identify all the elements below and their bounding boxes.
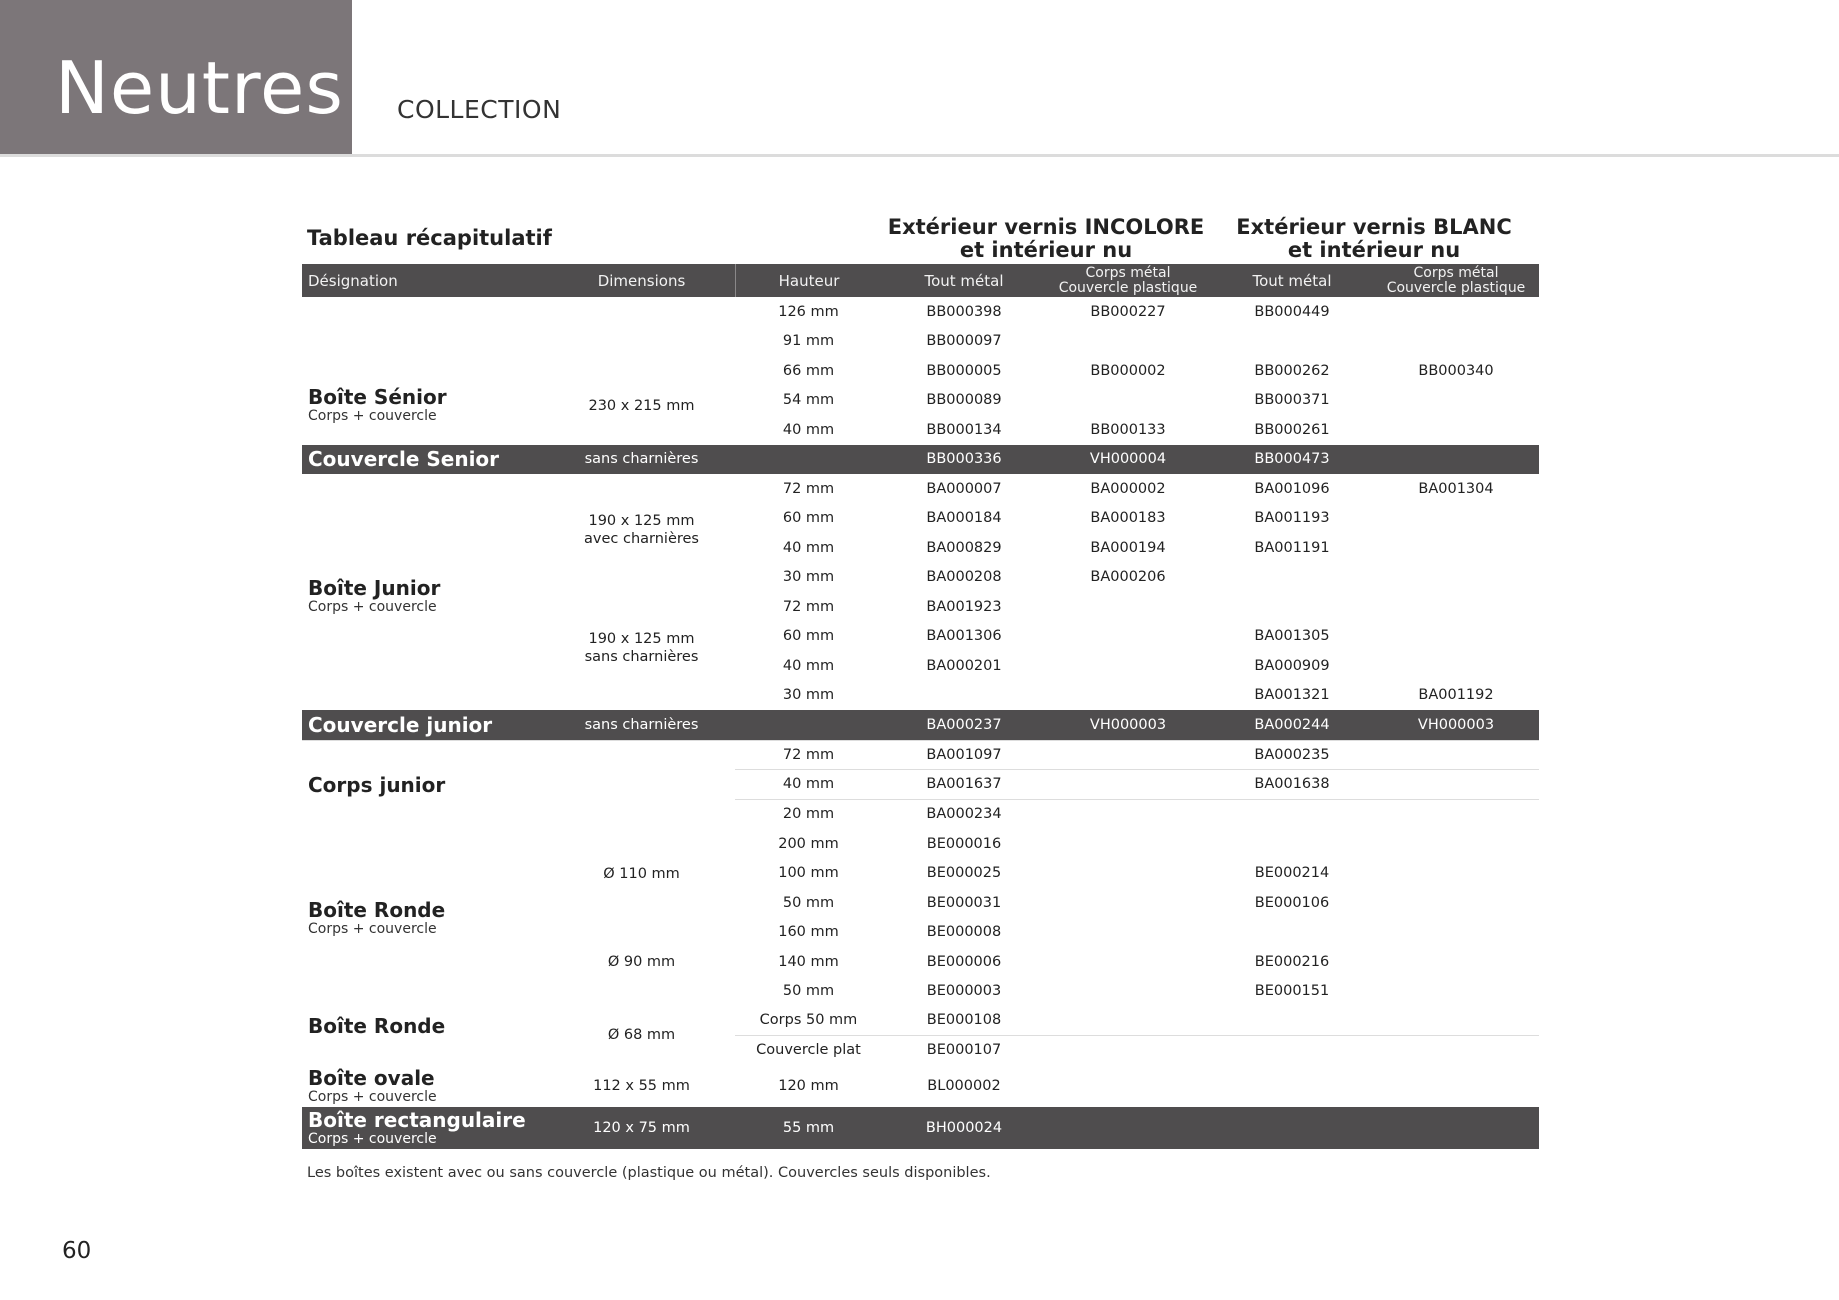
cell-hauteur: 160 mm	[778, 924, 839, 941]
cell-ref: BE000031	[926, 894, 1002, 911]
cell-ref	[1046, 918, 1210, 948]
cell-hauteur: 20 mm	[782, 806, 835, 823]
cell-ref: BE000216	[1254, 953, 1330, 970]
table-row	[735, 800, 1539, 830]
table-row	[735, 327, 1539, 357]
designation-name: Boîte rectangulaire	[308, 1108, 526, 1132]
cell-ref: BE000106	[1254, 894, 1330, 911]
cell-hauteur: 40 mm	[782, 657, 835, 674]
table-row	[735, 474, 1539, 504]
cell-ref	[1046, 1107, 1210, 1149]
cell-hauteur: 55 mm	[782, 1120, 835, 1136]
table-row	[735, 1036, 1539, 1066]
group-incolore-line2: et intérieur nu	[959, 238, 1133, 262]
group-title-incolore	[881, 216, 1211, 262]
cell-ref: BB000134	[926, 421, 1002, 438]
page-title: Neutres	[55, 46, 344, 130]
cell-hauteur: 40 mm	[782, 539, 835, 556]
col-header-corps-metal-line2: Couvercle plastique	[1058, 279, 1198, 296]
cell-ref	[1210, 327, 1374, 357]
cell-ref	[1046, 800, 1210, 830]
cell-ref: BA001192	[1418, 687, 1494, 704]
cell-ref: BA001096	[1254, 480, 1330, 497]
cell-hauteur: 30 mm	[782, 687, 835, 704]
cell-hauteur: 60 mm	[782, 628, 835, 645]
cell-ref	[1374, 918, 1538, 948]
table-row	[735, 386, 1539, 416]
cell-ref	[1374, 1006, 1538, 1035]
cell-ref	[1046, 829, 1210, 859]
table-row	[735, 859, 1539, 889]
table-row	[735, 770, 1539, 800]
col-header-dimensions: Dimensions	[597, 271, 686, 290]
col-header-corps-metal-line2: Couvercle plastique	[1386, 279, 1526, 296]
summary-table	[302, 264, 1539, 1149]
cell-ref	[1374, 741, 1538, 770]
table-row	[735, 681, 1539, 711]
cell-ref: BE000025	[926, 865, 1002, 882]
cell-ref	[1374, 386, 1538, 416]
designation-name: Boîte ovale	[308, 1066, 435, 1090]
block-boite-senior	[302, 297, 1539, 445]
cell-ref	[1046, 622, 1210, 652]
cell-ref: BB000005	[926, 362, 1002, 379]
cell-ref: BA001637	[926, 776, 1002, 793]
dimension-label: 190 x 125 mm sans charnières	[584, 631, 699, 665]
row-couvercle-senior	[302, 445, 1539, 475]
cell-hauteur: 91 mm	[782, 333, 835, 350]
col-header-corps-metal-blanc	[1374, 264, 1538, 297]
designation-sub: Corps + couvercle	[308, 921, 437, 937]
table-header	[302, 264, 1539, 297]
col-header-designation: Désignation	[308, 271, 398, 290]
designation-name: Boîte Sénior	[308, 385, 447, 409]
col-header-corps-metal-incolore	[1046, 264, 1210, 297]
cell-ref: BA001193	[1254, 510, 1330, 527]
table-row	[735, 297, 1539, 327]
group-incolore-line1: Extérieur vernis INCOLORE	[887, 215, 1205, 239]
cell-ref	[1046, 651, 1210, 681]
table-row	[735, 977, 1539, 1007]
cell-ref	[1046, 1006, 1210, 1035]
table-row	[735, 741, 1539, 771]
cell-hauteur: Corps 50 mm	[759, 1012, 858, 1029]
row-couvercle-junior	[302, 710, 1539, 740]
cell-ref: BB000097	[926, 333, 1002, 350]
cell-ref: BB000261	[1254, 421, 1330, 438]
cell-ref: BB000133	[1090, 421, 1166, 438]
cell-ref: VH000003	[1089, 716, 1167, 733]
table-row	[735, 592, 1539, 622]
summary-title: Tableau récapitulatif	[307, 226, 552, 250]
cell-ref: BB000089	[926, 392, 1002, 409]
cell-ref	[1374, 327, 1538, 357]
group-title-blanc	[1209, 216, 1539, 262]
cell-ref: BH000024	[925, 1120, 1003, 1136]
cell-ref	[1374, 977, 1538, 1007]
cell-ref	[1374, 888, 1538, 918]
cell-hauteur: 72 mm	[782, 598, 835, 615]
cell-ref	[1374, 770, 1538, 799]
cell-hauteur	[735, 710, 882, 740]
cell-ref: BA000184	[926, 510, 1002, 527]
cell-ref: BE000108	[926, 1012, 1002, 1029]
cell-ref: BA000909	[1254, 657, 1330, 674]
designation-sub: Corps + couvercle	[308, 599, 437, 615]
table-row	[735, 1006, 1539, 1036]
table-row	[735, 622, 1539, 652]
designation-sub: Corps + couvercle	[308, 1089, 437, 1105]
cell-ref	[1374, 1107, 1538, 1149]
cell-ref	[1210, 592, 1374, 622]
table-row	[735, 829, 1539, 859]
cell-hauteur: 120 mm	[778, 1078, 839, 1094]
cell-ref: BB000340	[1418, 362, 1494, 379]
cell-ref	[1046, 977, 1210, 1007]
table-row	[735, 918, 1539, 948]
row-boite-rectangulaire	[302, 1107, 1539, 1149]
designation-name: Boîte Junior	[308, 576, 441, 600]
cell-ref: BA000201	[926, 657, 1002, 674]
cell-ref	[1210, 1065, 1374, 1107]
cell-hauteur: 54 mm	[782, 392, 835, 409]
cell-ref	[1210, 829, 1374, 859]
dimension-label: Ø 68 mm	[607, 1027, 676, 1043]
cell-hauteur: 50 mm	[782, 983, 835, 1000]
cell-ref: BE000151	[1254, 983, 1330, 1000]
cell-hauteur: 50 mm	[782, 894, 835, 911]
cell-hauteur: 72 mm	[782, 480, 835, 497]
cell-ref: BA001304	[1418, 480, 1494, 497]
cell-hauteur	[735, 445, 882, 475]
designation-name: Couvercle Senior	[308, 447, 500, 472]
designation-sub: Corps et couvercle séparés	[308, 1037, 499, 1053]
cell-ref: BA001306	[926, 628, 1002, 645]
footnote: Les boîtes existent avec ou sans couvercle (plastique ou métal). Couvercles seuls disponibles.	[307, 1165, 991, 1181]
cell-ref	[1374, 533, 1538, 563]
cell-ref	[1046, 947, 1210, 977]
cell-ref	[882, 681, 1046, 711]
cell-hauteur: 30 mm	[782, 569, 835, 586]
col-header-corps-metal-line1: Corps métal	[1085, 264, 1171, 281]
title-box	[0, 0, 352, 155]
cell-ref: BE000016	[926, 835, 1002, 852]
cell-hauteur: 40 mm	[782, 776, 835, 793]
cell-ref	[1046, 681, 1210, 711]
cell-ref	[1374, 1065, 1538, 1107]
cell-ref	[1046, 859, 1210, 889]
table-row	[735, 356, 1539, 386]
cell-ref: BA001638	[1254, 776, 1330, 793]
cell-ref	[1210, 563, 1374, 593]
cell-ref	[1210, 1107, 1374, 1149]
cell-ref: BB000336	[926, 451, 1002, 468]
cell-ref	[1374, 651, 1538, 681]
cell-ref: BA001321	[1254, 687, 1330, 704]
table-row	[735, 947, 1539, 977]
designation-sub: Corps + couvercle	[308, 408, 437, 424]
cell-ref	[1374, 445, 1538, 475]
cell-ref	[1374, 504, 1538, 534]
cell-ref: BA000194	[1090, 539, 1166, 556]
cell-ref: BA000007	[926, 480, 1002, 497]
cell-ref: BE000214	[1254, 865, 1330, 882]
cell-ref: BE000003	[926, 983, 1002, 1000]
col-header-tout-metal-incolore: Tout métal	[924, 271, 1004, 290]
table-row	[735, 415, 1539, 445]
cell-hauteur: 72 mm	[782, 746, 835, 763]
cell-ref: BA000002	[1090, 480, 1166, 497]
cell-ref	[1046, 1065, 1210, 1107]
row-boite-ovale	[302, 1065, 1539, 1107]
cell-ref	[1374, 297, 1538, 327]
group-blanc-line1: Extérieur vernis BLANC	[1236, 215, 1512, 239]
cell-ref: BA000206	[1090, 569, 1166, 586]
cell-ref: BB000398	[926, 303, 1002, 320]
cell-ref: BA000235	[1254, 746, 1330, 763]
cell-ref	[1046, 592, 1210, 622]
designation-name: Boîte Ronde	[308, 1014, 446, 1038]
cell-ref	[1046, 770, 1210, 799]
dimension-label: 120 x 75 mm	[593, 1120, 690, 1136]
cell-ref	[1210, 800, 1374, 830]
cell-hauteur: 40 mm	[782, 421, 835, 438]
cell-ref: BE000008	[926, 924, 1002, 941]
cell-ref	[1046, 386, 1210, 416]
cell-ref	[1374, 829, 1538, 859]
table-row	[735, 504, 1539, 534]
cell-ref: BA001097	[926, 746, 1002, 763]
table-row	[735, 888, 1539, 918]
cell-ref	[1210, 918, 1374, 948]
cell-hauteur: 126 mm	[778, 303, 839, 320]
designation-name: Boîte Ronde	[308, 898, 446, 922]
page-number: 60	[62, 1238, 92, 1264]
cell-ref: BE000006	[926, 953, 1002, 970]
cell-ref	[1374, 415, 1538, 445]
dimension-label: sans charnières	[584, 716, 699, 733]
designation-name: Corps junior	[308, 772, 446, 797]
cell-hauteur: 200 mm	[778, 835, 839, 852]
header-divider	[0, 154, 1839, 157]
dimension-label: 190 x 125 mm avec charnières	[584, 513, 699, 547]
col-header-corps-metal-line1: Corps métal	[1413, 264, 1499, 281]
page-subtitle: COLLECTION	[397, 95, 562, 124]
cell-ref: BB000002	[1090, 362, 1166, 379]
col-header-hauteur: Hauteur	[735, 264, 882, 297]
block-boite-ronde-separes	[302, 1006, 1539, 1065]
cell-ref	[1210, 1036, 1374, 1066]
designation-sub: Corps + couvercle	[308, 1131, 437, 1147]
cell-ref: BB000227	[1090, 303, 1166, 320]
table-row	[735, 651, 1539, 681]
cell-ref: BB000371	[1254, 392, 1330, 409]
cell-ref: BB000473	[1254, 451, 1330, 468]
table-row	[735, 533, 1539, 563]
group-blanc-line2: et intérieur nu	[1287, 238, 1461, 262]
cell-ref: BA000237	[926, 716, 1002, 733]
dimension-label: sans charnières	[584, 451, 699, 468]
cell-ref: BA000234	[926, 806, 1002, 823]
dimension-label: 112 x 55 mm	[593, 1078, 690, 1094]
cell-ref: BA001923	[926, 598, 1002, 615]
cell-ref	[1374, 947, 1538, 977]
cell-ref: BL000002	[927, 1078, 1001, 1094]
block-boite-junior	[302, 474, 1539, 710]
cell-ref: VH000004	[1089, 451, 1167, 468]
cell-ref	[1046, 741, 1210, 770]
cell-ref: BB000449	[1254, 303, 1330, 320]
cell-hauteur: 60 mm	[782, 510, 835, 527]
cell-ref: BA000183	[1090, 510, 1166, 527]
cell-hauteur: Couvercle plat	[756, 1042, 861, 1059]
block-corps-junior	[302, 740, 1539, 830]
cell-ref	[1374, 592, 1538, 622]
cell-ref: BE000107	[926, 1042, 1002, 1059]
cell-ref: BA000244	[1254, 716, 1330, 733]
cell-ref	[1046, 1036, 1210, 1066]
cell-ref	[1046, 888, 1210, 918]
cell-ref	[1374, 859, 1538, 889]
dimension-label: Ø 90 mm	[607, 954, 676, 970]
cell-hauteur: 100 mm	[778, 865, 839, 882]
cell-ref: BA000208	[926, 569, 1002, 586]
cell-ref	[1374, 622, 1538, 652]
dimension-label: 230 x 215 mm	[588, 398, 695, 414]
cell-ref: BB000262	[1254, 362, 1330, 379]
cell-ref: BA001305	[1254, 628, 1330, 645]
table-row	[735, 563, 1539, 593]
cell-ref: BA000829	[926, 539, 1002, 556]
cell-ref: BA001191	[1254, 539, 1330, 556]
designation-name: Couvercle junior	[308, 712, 493, 737]
cell-hauteur: 140 mm	[778, 953, 839, 970]
cell-ref	[1374, 1036, 1538, 1066]
cell-ref	[1374, 563, 1538, 593]
cell-ref: VH000003	[1417, 716, 1495, 733]
cell-ref	[1210, 1006, 1374, 1035]
cell-ref	[1046, 327, 1210, 357]
dimension-label: Ø 110 mm	[603, 866, 680, 882]
col-header-tout-metal-blanc: Tout métal	[1252, 271, 1332, 290]
block-boite-ronde	[302, 829, 1539, 1006]
cell-hauteur: 66 mm	[782, 362, 835, 379]
cell-ref	[1374, 800, 1538, 830]
